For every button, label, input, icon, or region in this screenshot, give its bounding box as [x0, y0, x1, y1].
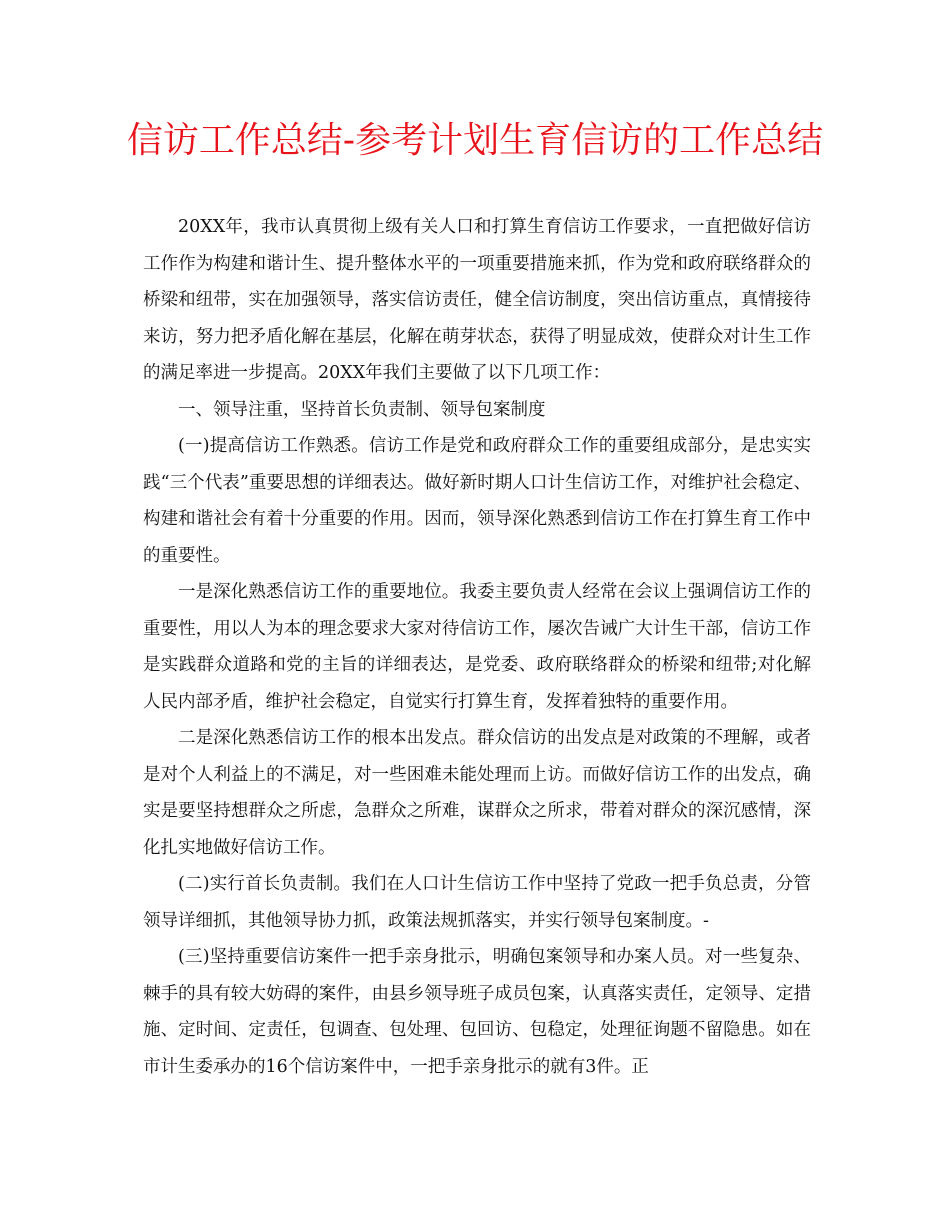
paragraph: 一、领导注重，坚持首长负责制、领导包案制度: [178, 399, 546, 420]
paragraph: 二是深化熟悉信访工作的根本出发点。群众信访的出发点是对政策的不理解，或者是对个人利益上的不满足，对一些困难未能处理而上访。而做好信访工作的出发点，确实是要坚持想群众之所虑，急群众之所难，谋群众之所求，带着对群众的深沉感情，深化扎实地做好信访工作。: [143, 728, 811, 858]
paragraph: (三)坚持重要信访案件一把手亲身批示，明确包案领导和办案人员。对一些复杂、棘手的具有较大妨碍的案件，由县乡领导班子成员包案，认真落实责任，定领导、定措施、定时间、定责任，包调查、包处理、包回访、包稳定，处理征询题不留隐患。如在市计生委承办的16个信访案件中，一把手亲身批示的就有3件。正: [143, 947, 811, 1077]
paragraph: 一是深化熟悉信访工作的重要地位。我委主要负责人经常在会议上强调信访工作的重要性，用以人为本的理念要求大家对待信访工作，屡次告诫广大计生干部，信访工作是实践群众道路和党的主旨的详细表达，是党委、政府联络群众的桥梁和纽带;对化解人民内部矛盾，维护社会稳定，自觉实行打算生育，发挥着独特的重要作用。: [143, 582, 811, 712]
document-body: [143, 209, 811, 1085]
paragraph: (二)实行首长负责制。我们在人口计生信访工作中坚持了党政一把手负总责，分管领导详细抓，其他领导协力抓，政策法规抓落实，并实行领导包案制度。-: [143, 874, 811, 931]
document-title: 信访工作总结-参考计划生育信访的工作总结: [126, 120, 824, 161]
paragraph: (一)提高信访工作熟悉。信访工作是党和政府群众工作的重要组成部分，是忠实实践“三个代表”重要思想的详细表达。做好新时期人口计生信访工作，对维护社会稳定、构建和谐社会有着十分重要的作用。因而，领导深化熟悉到信访工作在打算生育工作中的重要性。: [143, 436, 811, 566]
paragraph: 20XX年，我市认真贯彻上级有关人口和打算生育信访工作要求，一直把做好信访工作作为构建和谐计生、提升整体水平的一项重要措施来抓，作为党和政府联络群众的桥梁和纽带，实在加强领导，落实信访责任，健全信访制度，突出信访重点，真情接待来访，努力把矛盾化解在基层，化解在萌芽状态，获得了明显成效，使群众对计生工作的满足率进一步提高。20XX年我们主要做了以下几项工作：: [143, 217, 811, 383]
